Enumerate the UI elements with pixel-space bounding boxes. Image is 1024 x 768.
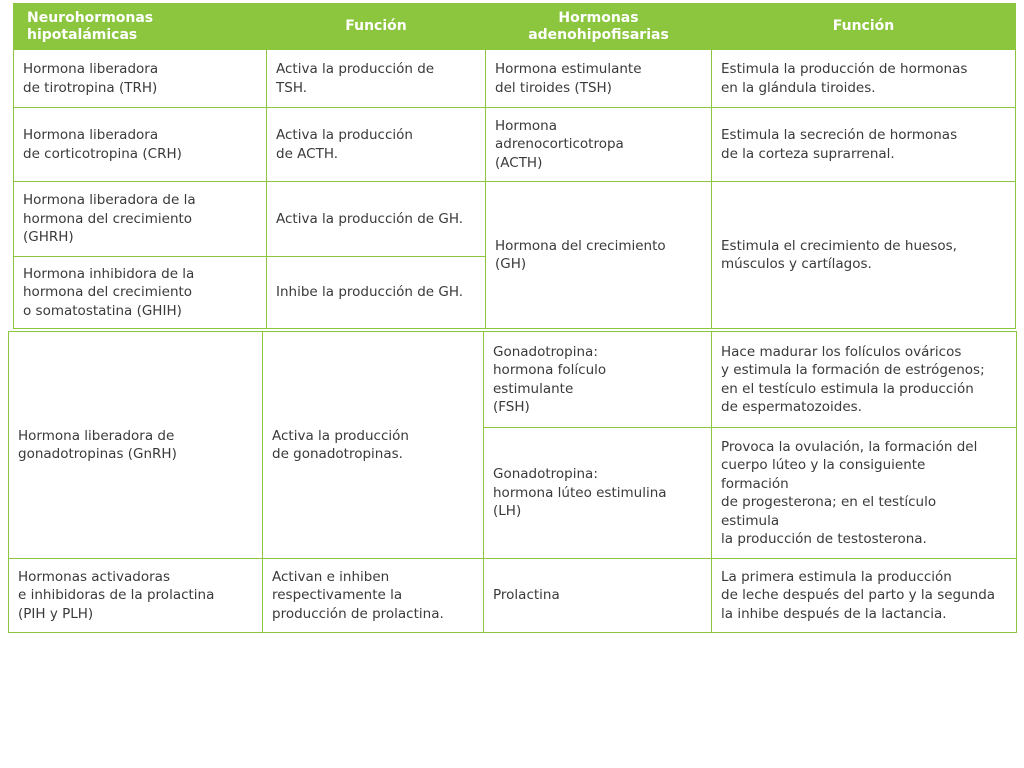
- table-row: [9, 332, 1017, 428]
- cell-trh-funcion: Activa la producción de TSH.: [267, 50, 486, 108]
- table-row: [14, 108, 1016, 182]
- cell-ghrh: Hormona liberadora de la hormona del crecimiento (GHRH): [14, 182, 267, 257]
- cell-acth: Hormona adrenocorticotropa (ACTH): [486, 108, 712, 182]
- cell-gh-funcion: Estimula el crecimiento de huesos, músculos y cartílagos.: [712, 182, 1016, 329]
- cell-gnrh-funcion: Activa la producción de gonadotropinas.: [263, 332, 484, 559]
- hormone-table-top: [13, 3, 1016, 329]
- cell-gh: Hormona del crecimiento (GH): [486, 182, 712, 329]
- cell-lh: Gonadotropina: hormona lúteo estimulina (LH): [484, 428, 712, 559]
- cell-crh: Hormona liberadora de corticotropina (CRH): [14, 108, 267, 182]
- cell-ghih: Hormona inhibidora de la hormona del crecimiento o somatostatina (GHIH): [14, 257, 267, 329]
- header-funcion-1: Función: [267, 4, 486, 50]
- header-funcion-2: Función: [712, 4, 1016, 50]
- cell-pih-plh: Hormonas activadoras e inhibidoras de la prolactina (PIH y PLH): [9, 559, 263, 633]
- cell-prolactina: Prolactina: [484, 559, 712, 633]
- hormone-table-bottom: [8, 331, 1017, 633]
- cell-ghih-funcion: Inhibe la producción de GH.: [267, 257, 486, 329]
- table-row: [14, 182, 1016, 257]
- cell-tsh-funcion: Estimula la producción de hormonas en la glándula tiroides.: [712, 50, 1016, 108]
- header-adenohipofisarias: Hormonas adenohipofisarias: [486, 4, 712, 50]
- cell-pih-plh-funcion: Activan e inhiben respectivamente la producción de prolactina.: [263, 559, 484, 633]
- cell-prolactina-funcion: La primera estimula la producción de leche después del parto y la segunda la inhibe después de la lactancia.: [712, 559, 1017, 633]
- cell-tsh: Hormona estimulante del tiroides (TSH): [486, 50, 712, 108]
- cell-fsh: Gonadotropina: hormona folículo estimulante (FSH): [484, 332, 712, 428]
- header-row: [14, 4, 1016, 50]
- cell-acth-funcion: Estimula la secreción de hormonas de la corteza suprarrenal.: [712, 108, 1016, 182]
- header-neurohormonas: Neurohormonas hipotalámicas: [14, 4, 267, 50]
- cell-lh-funcion: Provoca la ovulación, la formación del cuerpo lúteo y la consiguiente formación de progesterona; en el testículo estimula la producción de testosterona.: [712, 428, 1017, 559]
- cell-trh: Hormona liberadora de tirotropina (TRH): [14, 50, 267, 108]
- table-row: [9, 559, 1017, 633]
- cell-crh-funcion: Activa la producción de ACTH.: [267, 108, 486, 182]
- cell-fsh-funcion: Hace madurar los folículos ováricos y estimula la formación de estrógenos; en el testículo estimula la producción de espermatozoides.: [712, 332, 1017, 428]
- cell-gnrh: Hormona liberadora de gonadotropinas (GnRH): [9, 332, 263, 559]
- table-row: [14, 50, 1016, 108]
- cell-ghrh-funcion: Activa la producción de GH.: [267, 182, 486, 257]
